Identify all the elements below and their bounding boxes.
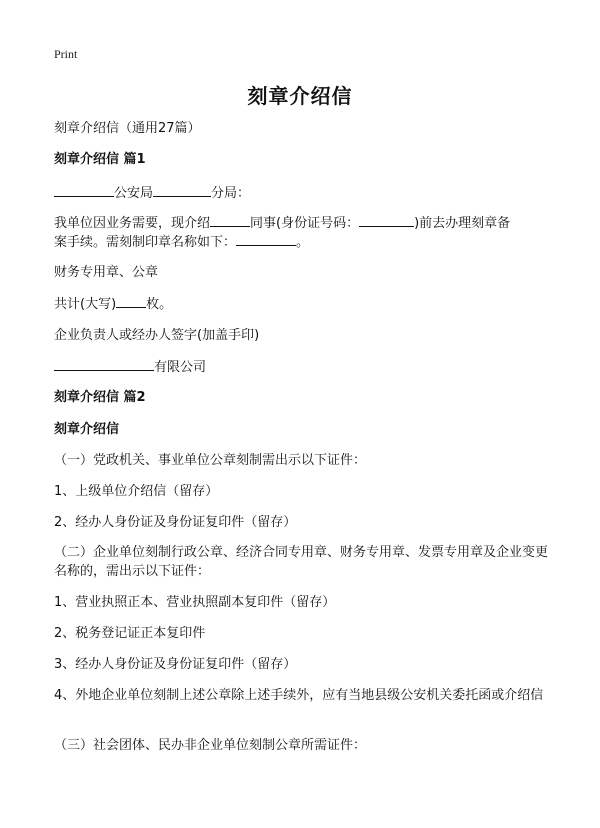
addressee-line xyxy=(54,183,554,203)
branch-label: 分局： xyxy=(211,186,251,201)
list-item: 2、税务登记证正本复印件 xyxy=(54,626,206,641)
list-item: （二）企业单位刻制行政公章、经济合同专用章、财务专用章、发票专用章及企业变更名称的，需出示以下证件： xyxy=(54,545,549,579)
total-text: 枚。 xyxy=(146,297,173,312)
intro-paragraph-line-1 xyxy=(54,213,554,233)
blank-field xyxy=(54,357,154,371)
list-item: （一）党政机关、事业单位公章刻制需出示以下证件： xyxy=(54,453,367,468)
document-title: 刻章介绍信 xyxy=(247,84,353,108)
section-heading-2: 刻章介绍信 篇2 xyxy=(54,390,146,405)
bureau-label: 公安局 xyxy=(114,186,154,201)
intro-text: 同事(身份证号码： xyxy=(250,216,360,231)
intro-text: 案手续。需刻制印章名称如下： xyxy=(54,235,237,250)
company-line xyxy=(54,357,554,377)
list-item: （三）社会团体、民办非企业单位刻制公章所需证件： xyxy=(54,738,367,753)
blank-field xyxy=(116,294,146,308)
list-item: 4、外地企业单位刻制上述公章除上述手续外，应有当地县级公安机关委托函或介绍信 xyxy=(54,688,544,703)
blank-field xyxy=(153,183,211,197)
intro-text: )前去办理刻章备 xyxy=(414,216,511,231)
document-subtitle: 刻章介绍信（通用27篇） xyxy=(54,121,201,136)
section-heading-1: 刻章介绍信 篇1 xyxy=(54,152,146,167)
signer-line: 企业负责人或经办人签字(加盖手印) xyxy=(54,328,260,343)
total-line xyxy=(54,294,554,314)
print-link[interactable]: Print xyxy=(54,47,78,61)
list-item: 1、营业执照正本、营业执照副本复印件（留存） xyxy=(54,595,336,610)
total-text: 共计(大写) xyxy=(54,297,117,312)
intro-text: 。 xyxy=(296,235,310,250)
list-item: 1、上级单位介绍信（留存） xyxy=(54,484,219,499)
company-text: 有限公司 xyxy=(154,360,207,375)
blank-field xyxy=(236,232,296,246)
intro-paragraph-line-2 xyxy=(54,232,554,252)
list-item: 3、经办人身份证及身份证复印件（留存） xyxy=(54,657,297,672)
section-subheading: 刻章介绍信 xyxy=(54,422,120,437)
blank-field xyxy=(210,213,250,227)
blank-field xyxy=(54,183,114,197)
intro-text: 我单位因业务需要，现介绍 xyxy=(54,216,211,231)
list-item: 2、经办人身份证及身份证复印件（留存） xyxy=(54,515,297,530)
blank-field xyxy=(359,213,414,227)
seals-line: 财务专用章、公章 xyxy=(54,265,159,280)
